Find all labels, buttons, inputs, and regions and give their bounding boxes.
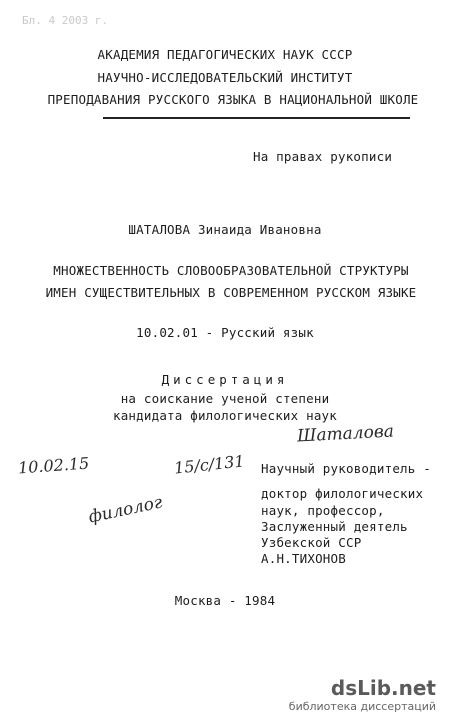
document-type: Диссертация [161, 372, 289, 387]
dslib-logo: dsLib.net [330, 676, 436, 700]
handwritten-code-left: 10.02.15 [17, 453, 90, 478]
dslib-subtitle: библиотека диссертаций [288, 700, 436, 713]
header-divider [103, 117, 410, 119]
specialty-code: 10.02.01 - Русский язык [136, 325, 314, 340]
degree-line-1: на соискание ученой степени [120, 391, 330, 406]
supervisor-line-6: А.Н.ТИХОНОВ [261, 551, 346, 566]
author-name: ШАТАЛОВА Зинаида Ивановна [128, 222, 322, 237]
city-year: Москва - 1984 [174, 593, 276, 608]
header-line-3: ПРЕПОДАВАНИЯ РУССКОГО ЯЗЫКА В НАЦИОНАЛЬНОЙ ШКОЛЕ [47, 92, 419, 107]
dslib-watermark [289, 676, 436, 713]
title-line-2: ИМЕН СУЩЕСТВИТЕЛЬНЫХ В СОВРЕМЕННОМ РУССКОМ ЯЗЫКЕ [45, 285, 417, 300]
header-line-1: АКАДЕМИЯ ПЕДАГОГИЧЕСКИХ НАУК СССР [97, 47, 353, 62]
supervisor-line-5: Узбекской ССР [261, 535, 362, 550]
handwritten-code-right: 15/с/131 [173, 451, 246, 478]
faint-stamp: Бл. 4 2003 г. [22, 14, 109, 27]
degree-line-2: кандидата филологических наук [112, 408, 338, 423]
title-line-1: МНОЖЕСТВЕННОСТЬ СЛОВООБРАЗОВАТЕЛЬНОЙ СТРУКТУРЫ [53, 263, 409, 278]
handwritten-note: филолог [86, 492, 165, 528]
rights-note: На правах рукописи [253, 149, 393, 164]
supervisor-line-2: доктор филологических [261, 486, 424, 501]
supervisor-line-1: Научный руководитель - [261, 461, 431, 476]
author-signature: Шаталова [296, 421, 395, 447]
supervisor-line-3: наук, профессор, [261, 503, 385, 518]
header-line-2: НАУЧНО-ИССЛЕДОВАТЕЛЬСКИЙ ИНСТИТУТ [97, 70, 353, 85]
supervisor-line-4: Заслуженный деятель [261, 519, 408, 534]
